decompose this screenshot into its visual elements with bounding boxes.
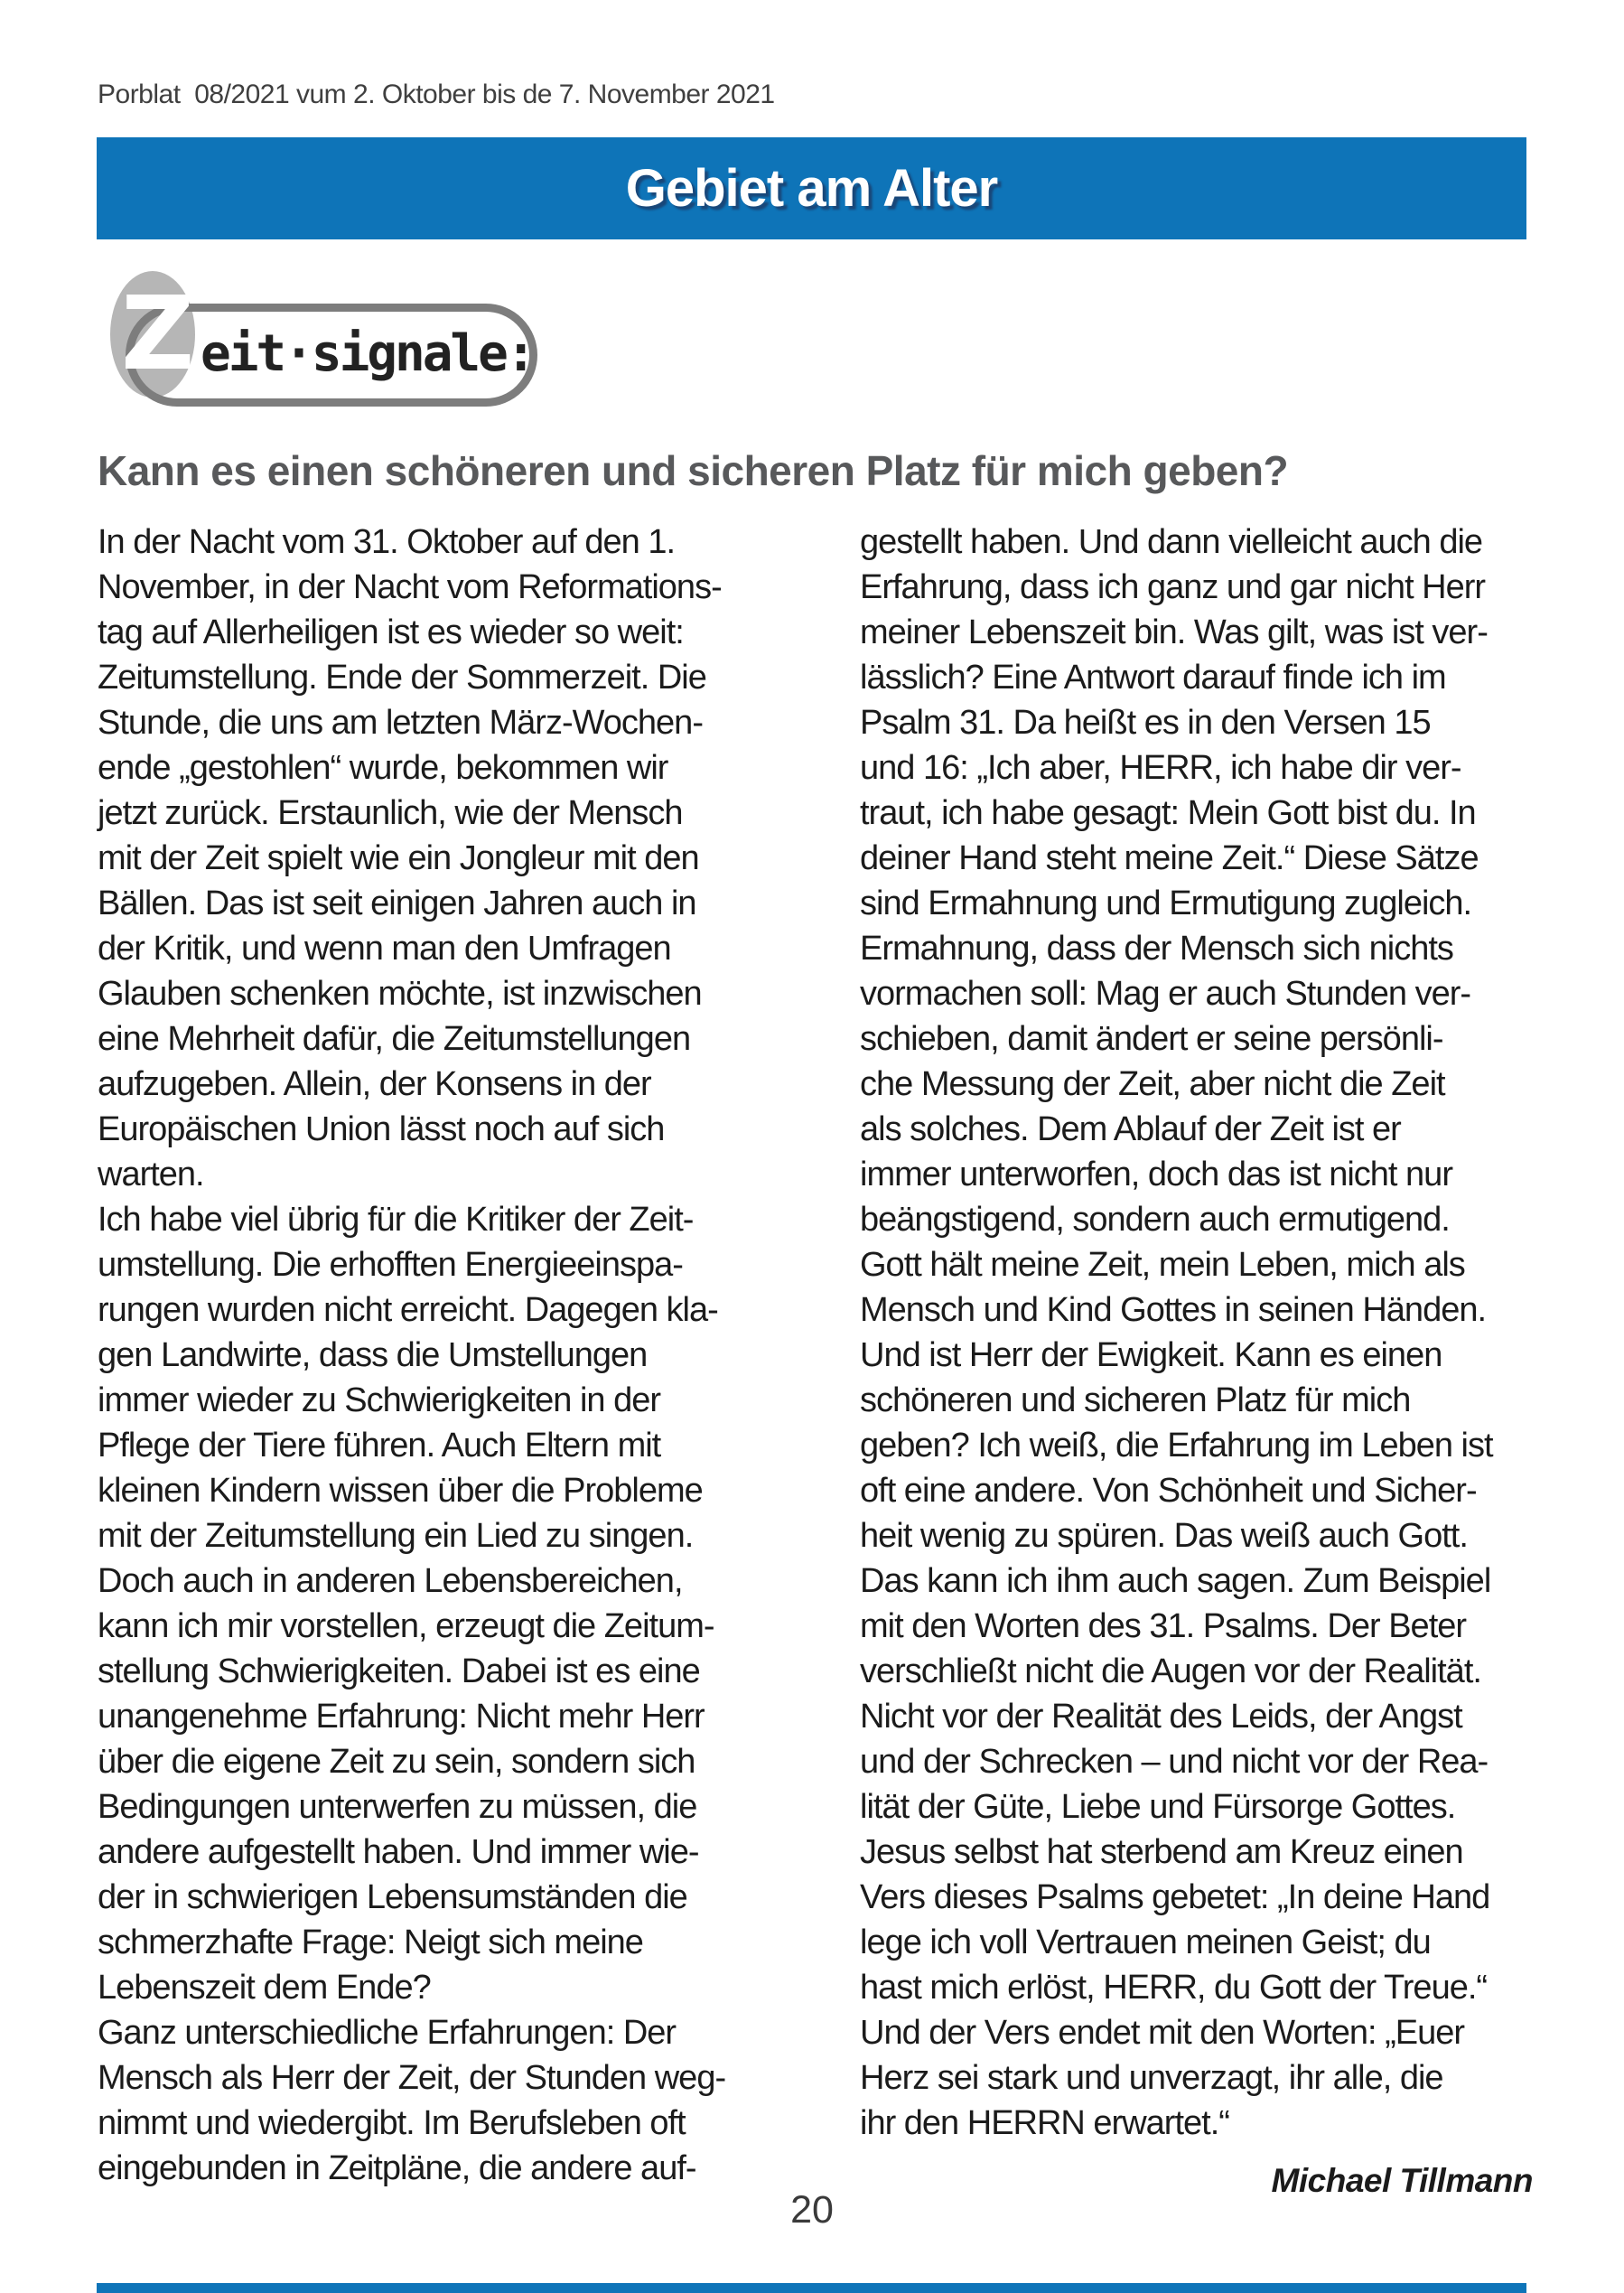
text-line: kleinen Kindern wissen über die Probleme (98, 1472, 703, 1510)
text-line: kann ich mir vorstellen, erzeugt die Zeitum- (98, 1607, 714, 1645)
text-line: Das kann ich ihm auch sagen. Zum Beispiel (860, 1562, 1491, 1600)
text-line: der Kritik, und wenn man den Umfragen (98, 930, 671, 968)
text-line: Mensch als Herr der Zeit, der Stunden weg- (98, 2059, 726, 2097)
text-line: Vers dieses Psalms gebetet: „In deine Hand (860, 1878, 1490, 1916)
text-line: geben? Ich weiß, die Erfahrung im Leben ist (860, 1427, 1493, 1465)
text-line: Herz sei stark und unverzagt, ihr alle, die (860, 2059, 1443, 2097)
text-line: lität der Güte, Liebe und Fürsorge Gottes. (860, 1788, 1456, 1826)
text-line: Lebenszeit dem Ende? (98, 1969, 431, 2007)
text-line: gen Landwirte, dass die Umstellungen (98, 1336, 648, 1374)
text-line: Europäischen Union lässt noch auf sich (98, 1110, 665, 1148)
section-banner-title: Gebiet am Alter (625, 159, 998, 218)
text-line: unangenehme Erfahrung: Nicht mehr Herr (98, 1698, 705, 1736)
logo-wordmark: eit·signale: (201, 324, 534, 383)
text-line: lege ich voll Vertrauen meinen Geist; du (860, 1923, 1431, 1961)
text-line: über die eigene Zeit zu sein, sondern sich (98, 1743, 695, 1781)
text-line: eine Mehrheit dafür, die Zeitumstellungen (98, 1020, 691, 1058)
text-line: Glauben schenken möchte, ist inzwischen (98, 975, 702, 1013)
text-line: Mensch und Kind Gottes in seinen Händen. (860, 1291, 1487, 1329)
text-line: Und der Vers endet mit den Worten: „Euer (860, 2014, 1464, 2052)
text-line: Zeitumstellung. Ende der Sommerzeit. Die (98, 659, 706, 697)
text-line: vormachen soll: Mag er auch Stunden ver- (860, 975, 1471, 1013)
text-line: mit der Zeit spielt wie ein Jongleur mit den (98, 839, 699, 877)
text-line: als solches. Dem Ablauf der Zeit ist er (860, 1110, 1401, 1148)
text-line: mit der Zeitumstellung ein Lied zu singen. (98, 1517, 694, 1555)
text-line: Gott hält meine Zeit, mein Leben, mich als (860, 1246, 1465, 1284)
section-banner (97, 137, 1526, 239)
text-line: deiner Hand steht meine Zeit.“ Diese Sätze (860, 839, 1479, 877)
text-line: umstellung. Die erhofften Energieeinspa- (98, 1246, 683, 1284)
text-line: schieben, damit ändert er seine persönli- (860, 1020, 1443, 1058)
text-line: aufzugeben. Allein, der Konsens in der (98, 1065, 651, 1103)
text-line: schöneren und sicheren Platz für mich (860, 1381, 1411, 1419)
text-line: Psalm 31. Da heißt es in den Versen 15 (860, 704, 1431, 742)
text-line: Ganz unterschiedliche Erfahrungen: Der (98, 2014, 677, 2052)
text-line: meiner Lebenszeit bin. Was gilt, was ist ver- (860, 613, 1488, 651)
text-line: stellung Schwierigkeiten. Dabei ist es eine (98, 1652, 700, 1690)
text-line: nimmt und wiedergibt. Im Berufsleben oft (98, 2104, 686, 2142)
text-line: traut, ich habe gesagt: Mein Gott bist du. In (860, 794, 1476, 832)
text-line: gestellt haben. Und dann vielleicht auch die (860, 523, 1483, 561)
footer-bar (97, 2283, 1526, 2293)
text-line: und 16: „Ich aber, HERR, ich habe dir ver- (860, 749, 1461, 787)
text-line: heit wenig zu spüren. Das weiß auch Gott. (860, 1517, 1468, 1555)
text-line: In der Nacht vom 31. Oktober auf den 1. (98, 523, 676, 561)
text-line: tag auf Allerheiligen ist es wieder so weit: (98, 613, 684, 651)
text-line: verschließt nicht die Augen vor der Realität. (860, 1652, 1481, 1690)
text-line: sind Ermahnung und Ermutigung zugleich. (860, 884, 1472, 922)
text-line: Ermahnung, dass der Mensch sich nichts (860, 930, 1453, 968)
text-line: ende „gestohlen“ wurde, bekommen wir (98, 749, 668, 787)
masthead-issue-line: Porblat 08/2021 vum 2. Oktober bis de 7. November 2021 (98, 80, 775, 109)
text-line: Bedingungen unterwerfen zu müssen, die (98, 1788, 697, 1826)
text-line: November, in der Nacht vom Reformations- (98, 568, 722, 606)
text-line: Bällen. Das ist seit einigen Jahren auch in (98, 884, 696, 922)
text-line: Ich habe viel übrig für die Kritiker der Zeit- (98, 1201, 694, 1239)
text-line: beängstigend, sondern auch ermutigend. (860, 1201, 1450, 1239)
text-line: Doch auch in anderen Lebensbereichen, (98, 1562, 683, 1600)
text-line: Und ist Herr der Ewigkeit. Kann es einen (860, 1336, 1442, 1374)
article-heading: Kann es einen schöneren und sicheren Platz für mich geben? (98, 447, 1289, 494)
text-line: Jesus selbst hat sterbend am Kreuz einen (860, 1833, 1463, 1871)
text-line: hast mich erlöst, HERR, du Gott der Treue.“ (860, 1969, 1488, 2007)
text-line: mit den Worten des 31. Psalms. Der Beter (860, 1607, 1467, 1645)
text-line: jetzt zurück. Erstaunlich, wie der Mensch (98, 794, 683, 832)
text-line: der in schwierigen Lebensumständen die (98, 1878, 687, 1916)
text-line: andere aufgestellt haben. Und immer wie- (98, 1833, 699, 1871)
article-column-left (98, 519, 811, 2191)
text-line: Stunde, die uns am letzten März-Wochen- (98, 704, 703, 742)
text-line: lässlich? Eine Antwort darauf finde ich im (860, 659, 1446, 697)
text-line: Pflege der Tiere führen. Auch Eltern mit (98, 1427, 661, 1465)
page-number: 20 (790, 2188, 834, 2232)
text-line: Erfahrung, dass ich ganz und gar nicht Herr (860, 568, 1486, 606)
text-line: rungen wurden nicht erreicht. Dagegen kla- (98, 1291, 718, 1329)
text-line: warten. (98, 1156, 204, 1193)
text-line: schmerzhafte Frage: Neigt sich meine (98, 1923, 643, 1961)
text-line: che Messung der Zeit, aber nicht die Zeit (860, 1065, 1445, 1103)
text-line: ihr den HERRN erwartet.“ (860, 2104, 1229, 2142)
text-line: immer unterworfen, doch das ist nicht nur (860, 1156, 1452, 1193)
text-line: eingebunden in Zeitpläne, die andere auf- (98, 2149, 696, 2187)
author-signature: Michael Tillmann (1271, 2162, 1533, 2199)
article-column-right (860, 519, 1533, 2204)
logo-initial-letter: Z (121, 276, 195, 393)
text-line: und der Schrecken – und nicht vor der Rea- (860, 1743, 1489, 1781)
text-line: oft eine andere. Von Schönheit und Sicher- (860, 1472, 1477, 1510)
text-line: Nicht vor der Realität des Leids, der Angst (860, 1698, 1462, 1736)
text-line: immer wieder zu Schwierigkeiten in der (98, 1381, 661, 1419)
